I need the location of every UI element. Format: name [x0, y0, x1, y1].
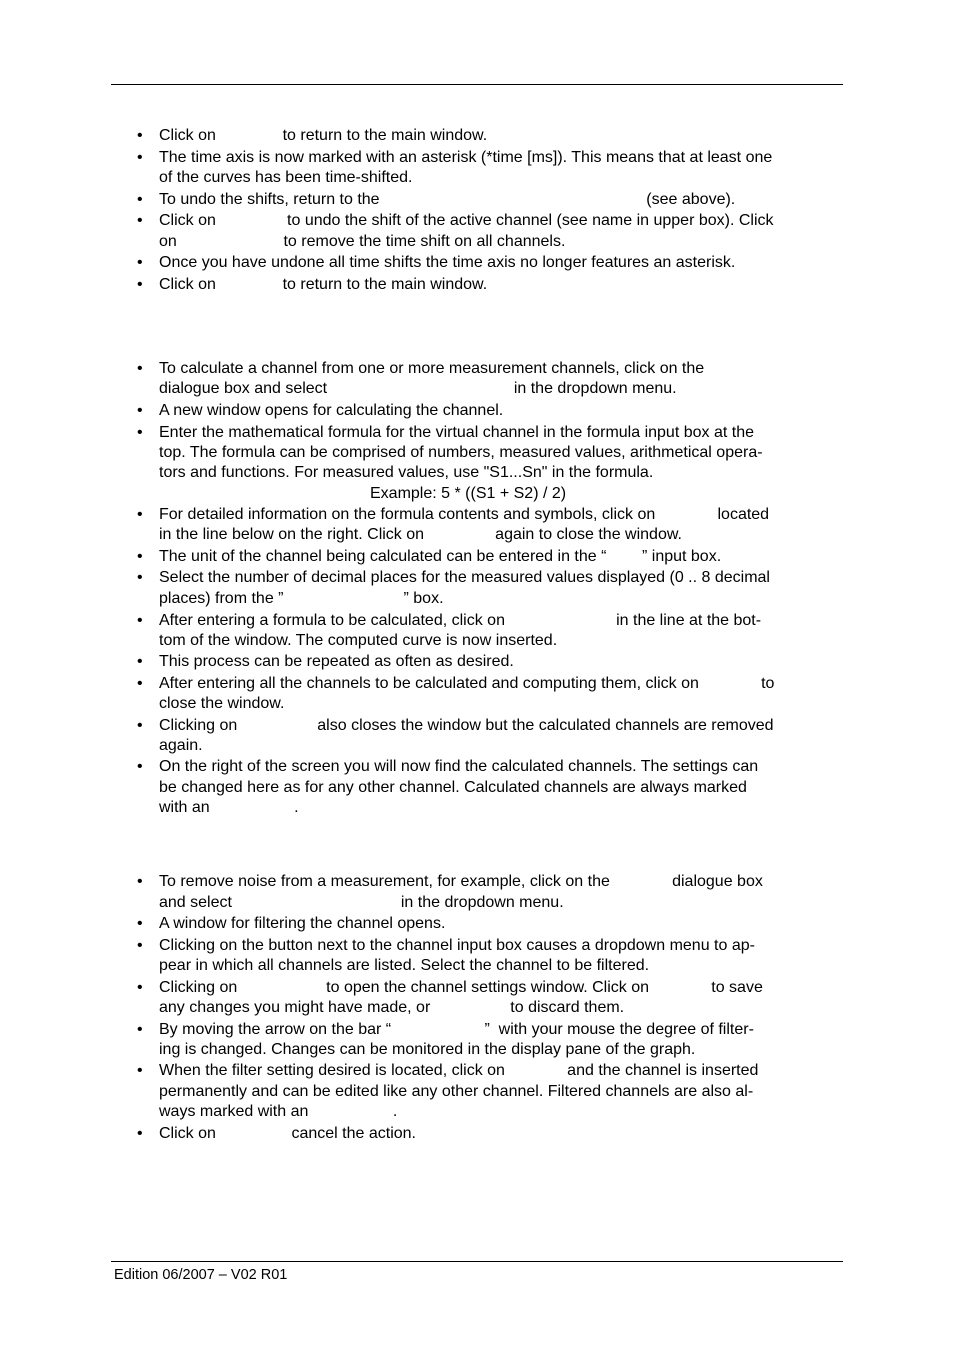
bullet: • — [137, 758, 143, 775]
bullet: • — [137, 1125, 143, 1142]
bullet: • — [137, 653, 143, 670]
body-text: places) from the ” ” box. — [159, 590, 444, 607]
bullet: • — [137, 506, 143, 523]
body-text: Clicking on to open the channel settings window. Click on to save — [159, 979, 763, 996]
header-rule — [111, 84, 843, 85]
bullet: • — [137, 548, 143, 565]
bullet: • — [137, 979, 143, 996]
body-text: For detailed information on the formula contents and symbols, click on located — [159, 506, 770, 523]
body-text: with an . — [159, 799, 299, 816]
bullet: • — [137, 915, 143, 932]
body-text: again. — [159, 737, 203, 754]
footer-edition: Edition 06/2007 – V02 R01 — [114, 1267, 288, 1283]
bullet: • — [137, 424, 143, 441]
body-text: Enter the mathematical formula for the virtual channel in the formula input box at the — [159, 424, 754, 441]
body-text: After entering all the channels to be calculated and computing them, click on to — [159, 675, 775, 692]
body-text: in the line below on the right. Click on again to close the window. — [159, 526, 682, 543]
body-text: Click on to return to the main window. — [159, 127, 488, 144]
body-text: Clicking on the button next to the channel input box causes a dropdown menu to ap- — [159, 937, 755, 954]
body-text: be changed here as for any other channel. Calculated channels are always marked — [159, 779, 747, 796]
body-text: When the filter setting desired is located, click on and the channel is inserted — [159, 1062, 759, 1079]
body-text: Select the number of decimal places for the measured values displayed (0 .. 8 decimal — [159, 569, 770, 586]
body-text: tom of the window. The computed curve is now inserted. — [159, 632, 558, 649]
bullet: • — [137, 717, 143, 734]
bullet: • — [137, 675, 143, 692]
body-text: To undo the shifts, return to the (see above). — [159, 191, 736, 208]
formula-example: Example: 5 * ((S1 + S2) / 2) — [370, 485, 567, 502]
body-text: on to remove the time shift on all channels. — [159, 233, 566, 250]
bullet: • — [137, 149, 143, 166]
bullet: • — [137, 402, 143, 419]
body-text: close the window. — [159, 695, 285, 712]
bullet: • — [137, 276, 143, 293]
body-text: and select in the dropdown menu. — [159, 894, 564, 911]
body-text: top. The formula can be comprised of numbers, measured values, arithmetical opera- — [159, 444, 763, 461]
bullet: • — [137, 873, 143, 890]
body-text: To remove noise from a measurement, for example, click on the dialogue box — [159, 873, 763, 890]
bullet: • — [137, 1062, 143, 1079]
body-text: Click on cancel the action. — [159, 1125, 416, 1142]
body-text: permanently and can be edited like any other channel. Filtered channels are also al- — [159, 1083, 754, 1100]
body-text: A window for filtering the channel opens. — [159, 915, 446, 932]
bullet: • — [137, 360, 143, 377]
body-text: Once you have undone all time shifts the time axis no longer features an asterisk. — [159, 254, 736, 271]
body-text: any changes you might have made, or to discard them. — [159, 999, 625, 1016]
bullet: • — [137, 569, 143, 586]
footer-rule — [111, 1261, 843, 1262]
bullet: • — [137, 127, 143, 144]
bullet: • — [137, 254, 143, 271]
body-text: On the right of the screen you will now find the calculated channels. The settings can — [159, 758, 759, 775]
body-text: Clicking on also closes the window but the calculated channels are removed — [159, 717, 774, 734]
body-text: A new window opens for calculating the channel. — [159, 402, 504, 419]
body-text: pear in which all channels are listed. Select the channel to be filtered. — [159, 957, 650, 974]
bullet: • — [137, 191, 143, 208]
body-text: Click on to undo the shift of the active channel (see name in upper box). Click — [159, 212, 774, 229]
body-text: After entering a formula to be calculated, click on in the line at the bot- — [159, 612, 762, 629]
body-text: To calculate a channel from one or more measurement channels, click on the — [159, 360, 705, 377]
body-text: ing is changed. Changes can be monitored in the display pane of the graph. — [159, 1041, 696, 1058]
body-text: tors and functions. For measured values, use "S1...Sn" in the formula. — [159, 464, 654, 481]
body-text: This process can be repeated as often as desired. — [159, 653, 514, 670]
body-text: ways marked with an . — [159, 1103, 398, 1120]
body-text: By moving the arrow on the bar “ ” with your mouse the degree of filter- — [159, 1021, 754, 1038]
body-text: of the curves has been time-shifted. — [159, 169, 413, 186]
body-text: dialogue box and select in the dropdown menu. — [159, 380, 677, 397]
body-text: The unit of the channel being calculated can be entered in the “ ” input box. — [159, 548, 722, 565]
bullet: • — [137, 937, 143, 954]
body-text: Click on to return to the main window. — [159, 276, 488, 293]
bullet: • — [137, 612, 143, 629]
bullet: • — [137, 212, 143, 229]
body-text: The time axis is now marked with an asterisk (*time [ms]). This means that at least one — [159, 149, 773, 166]
bullet: • — [137, 1021, 143, 1038]
